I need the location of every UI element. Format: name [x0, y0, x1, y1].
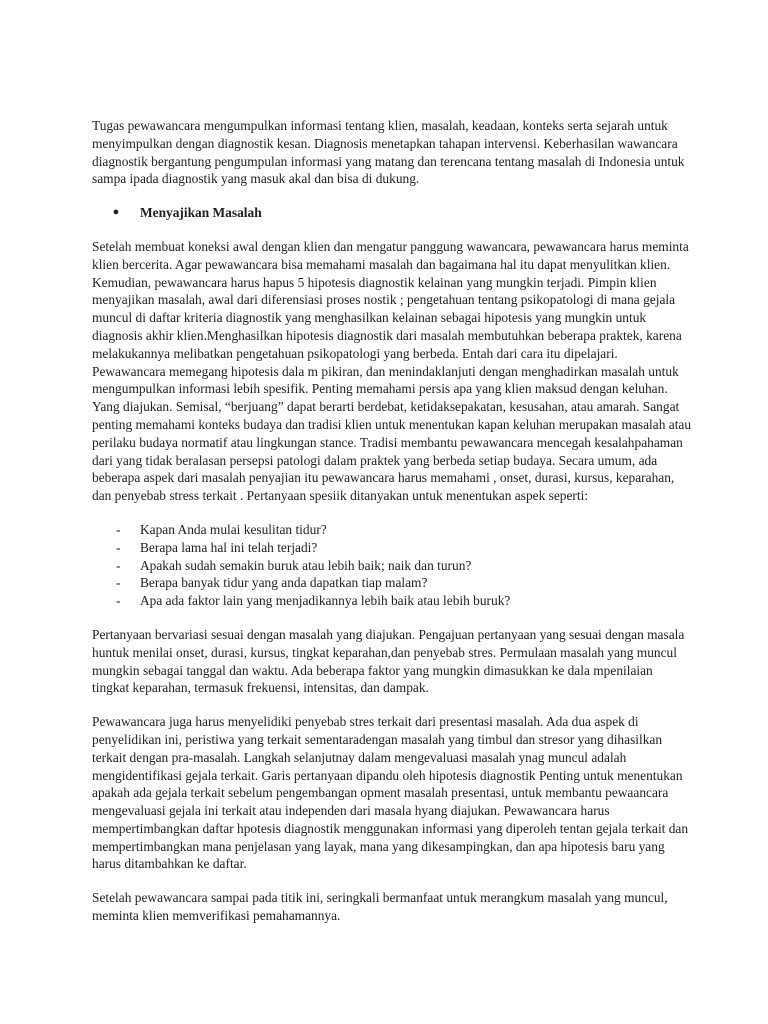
dash-icon: -	[116, 575, 121, 591]
question-text: Apakah sudah semakin buruk atau lebih baik; naik dan turun?	[140, 557, 472, 573]
question-text: Kapan Anda mulai kesulitan tidur?	[140, 521, 327, 537]
paragraph-question-variation: Pertanyaan bervariasi sesuai dengan masalah yang diajukan. Pengajuan pertanyaan yang sesuai dengan masala huntuk menilai onset, durasi, kursus, tingkat keparahan,dan penyebab stres. Permulaan masalah yang muncul mungkin sebagai tanggal dan waktu. Ada beberapa faktor yang mungkin dimasukkan ke dala mpenilaian tingkat keparahan, termasuk frekuensi, intensitas, dan dampak.	[92, 626, 685, 696]
question-item	[116, 574, 692, 592]
paragraph-summary: Setelah pewawancara sampai pada titik ini, seringkali bermanfaat untuk merangkum masalah yang muncul, meminta klien memverifikasi pemahamannya.	[92, 890, 668, 924]
paragraph-stressors: Pewawancara juga harus menyelidiki penyebab stres terkait dari presentasi masalah. Ada dua aspek di penyelidikan ini, peristiwa yang terkait sementaradengan masalah yang timbul dan stresor yang dihasilkan terkait dengan pra-masalah. Langkah selanjutnay dalam mengevaluasi masalah ynag muncul adalah mengidentifikasi gejala terkait. Garis pertanyaan dipandu oleh hipotesis diagnostik Penting untuk menentukan apakah ada gejala terkait sebelum pengembangan opment masalah presentasi, untuk membantu pewaancara mengevaluasi gejala ini terkait atau independen dari masala hyang diajukan. Pewawancara harus mempertimbangkan daftar hpotesis diagnostik menggunakan informasi yang diperoleh tentan gejala terkait dan mempertimbangkan mana penjelasan yang layak, mana yang dikesampingkan, dan apa hipotesis baru yang harus ditambahkan ke daftar.	[92, 714, 689, 872]
section-title: Menyajikan Masalah	[140, 205, 262, 221]
question-text: Apa ada faktor lain yang menjadikannya lebih baik atau lebih buruk?	[140, 593, 511, 609]
dash-icon: -	[116, 593, 121, 609]
question-item	[116, 557, 692, 575]
question-list	[92, 521, 692, 610]
section-heading	[92, 204, 692, 222]
question-item	[116, 592, 692, 610]
question-item	[116, 521, 692, 539]
question-text: Berapa banyak tidur yang anda dapatkan tiap malam?	[140, 575, 428, 591]
question-text: Berapa lama hal ini telah terjadi?	[140, 539, 318, 555]
intro-paragraph: Tugas pewawancara mengumpulkan informasi tentang klien, masalah, keadaan, konteks serta sejarah untuk menyimpulkan dengan diagnostik kesan. Diagnosis menetapkan tahapan intervensi. Keberhasilan wawancara diagnostik bergantung pengumpulan informasi yang matang dan terencana tentang masalah di Indonesia untuk sampa ipada diagnostik yang masuk akal dan bisa di dukung.	[92, 118, 685, 187]
paragraph-presenting-problem: Setelah membuat koneksi awal dengan klien dan mengatur panggung wawancara, pewawancara harus meminta klien bercerita. Agar pewawancara bisa memahami masalah dan bagaimana hal itu dapat menyulitkan klien. Kemudian, pewawancara harus hapus 5 hipotesis diagnostik kelainan yang mungkin terjadi. Pimpin klien menyajikan masalah, awal dari diferensiasi proses nostik ; pengetahuan tentang psikopatologi di mana gejala muncul di daftar kriteria diagnostik yang menghasilkan kelainan sebagai hipotesis yang mungkin untuk diagnosis akhir klien.Menghasilkan hipotesis diagnostik dari masalah membutuhkan beberapa praktek, karena melakukannya melibatkan pengetahuan psikopatologi yang berbeda. Entah dari cara itu dipelajari. Pewawancara memegang hipotesis dala m pikiran, dan menindaklanjuti dengan menghadirkan masalah untuk mengumpulkan informasi lebih spesifik. Penting memahami persis apa yang klien maksud dengan keluhan. Yang diajukan. Semisal, “berjuang” dapat berarti berdebat, ketidaksepakatan, kesusahan, atau amarah. Sangat penting memahami konteks budaya dan tradisi klien untuk menentukan kapan keluhan merupakan masalah atau perilaku budaya normatif atau lingkungan stance. Tradisi membantu pewawancara mencegah kesalahpahaman dari yang tidak beralasan persepsi patologi dalam praktek yang berbeda setiap budaya. Secara umum, ada beberapa aspek dari masalah penyajian itu pewawancara harus memahami , onset, durasi, kursus, keparahan, dan penyebab stress terkait . Pertanyaan spesiik ditanyakan untuk menentukan aspek seperti:	[92, 238, 692, 504]
dash-icon: -	[116, 521, 121, 537]
bullet-icon: ●	[112, 206, 120, 219]
question-item	[116, 539, 692, 557]
dash-icon: -	[116, 539, 121, 555]
dash-icon: -	[116, 557, 121, 573]
document-body	[92, 117, 692, 941]
